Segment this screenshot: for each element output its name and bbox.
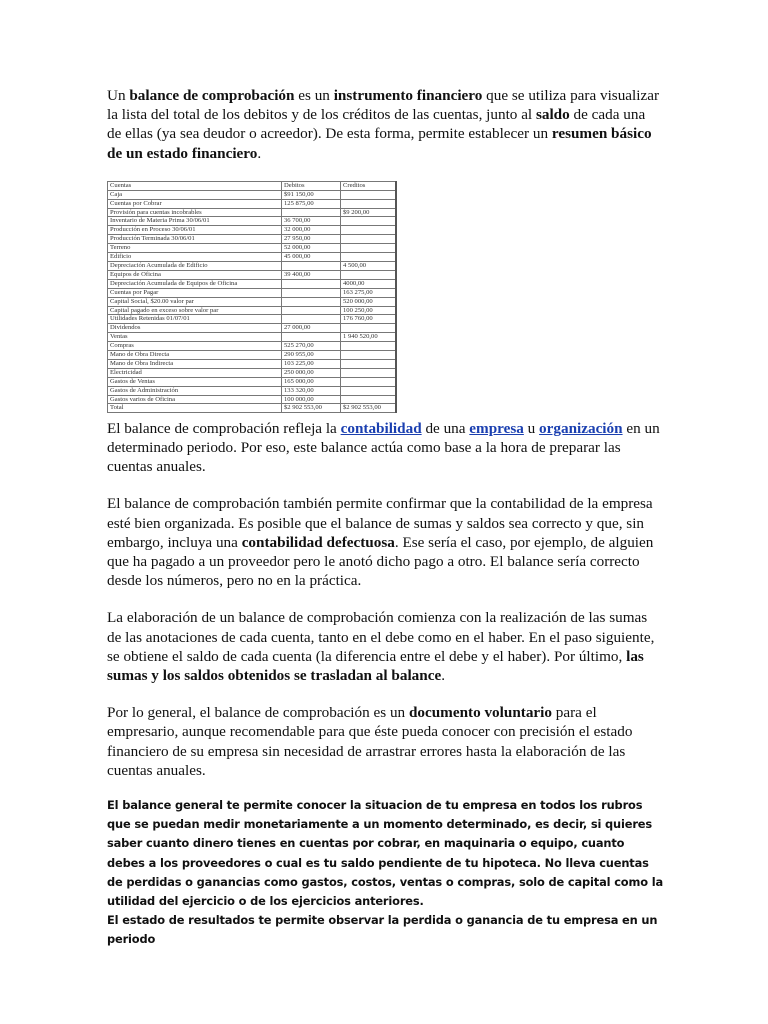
paragraph-text: .: [441, 667, 445, 685]
account-name-cell: Terreno: [108, 244, 282, 253]
intro-text: de cada una de ellas (ya sea deudor o acreedor). De esta forma, permite establecer un: [107, 106, 646, 143]
table-row: [108, 235, 397, 244]
account-name-cell: Caja: [108, 190, 282, 199]
account-name-cell: Producción Terminada 30/06/01: [108, 235, 282, 244]
paragraph-text: en un determinado periodo. Por eso, este balance actúa como base a la hora de preparar las cuentas anuales.: [107, 419, 660, 476]
account-name-cell: Provisión para cuentas incobrables: [108, 208, 282, 217]
paragraph-bold-term: contabilidad defectuosa: [241, 533, 395, 551]
credit-cell: [341, 190, 397, 199]
table-row: [108, 261, 397, 270]
account-name-cell: Compras: [108, 342, 282, 351]
table-row: [108, 359, 397, 368]
paragraph-text: . Ese sería el caso, por ejemplo, de alguien que ha pagado a un proveedor pero le anotó dicho pago a otro. El balance sería correcto desde los números, pero no en la práctica.: [107, 533, 654, 590]
credit-cell: [341, 395, 397, 404]
link-contabilidad[interactable]: contabilidad: [340, 419, 422, 437]
trial-balance-table-image: [107, 181, 397, 414]
table-row: [108, 386, 397, 395]
debit-cell: 133 320,00: [282, 386, 341, 395]
link-organizacion[interactable]: organización: [539, 419, 623, 437]
credit-cell: 4000,00: [341, 279, 397, 288]
table-header-cell: Debitos: [282, 181, 341, 190]
trial-balance-table: [107, 181, 397, 414]
account-name-cell: Gastos de Administración: [108, 386, 282, 395]
account-name-cell: Utilidades Retenidas 01/07/01: [108, 315, 282, 324]
credit-cell: [341, 359, 397, 368]
account-name-cell: Dividendos: [108, 324, 282, 333]
debit-cell: [282, 261, 341, 270]
intro-bold-term: saldo: [535, 106, 570, 124]
debit-cell: [282, 279, 341, 288]
link-empresa[interactable]: empresa: [469, 419, 524, 437]
debit-cell: [282, 288, 341, 297]
credit-cell: [341, 226, 397, 235]
debit-cell: 52 000,00: [282, 244, 341, 253]
table-row: [108, 226, 397, 235]
table-row: [108, 199, 397, 208]
intro-text: Un: [107, 87, 130, 104]
debit-cell: 125 875,00: [282, 199, 341, 208]
table-row: [108, 297, 397, 306]
debit-cell: 525 270,00: [282, 342, 341, 351]
credit-cell: [341, 244, 397, 253]
table-row: [108, 208, 397, 217]
paragraph-text: para el empresario, aunque recomendable para que éste pueda conocer con precisión el estado financiero de su empresa sin necesidad de arrastrar errores hasta la elaboración de las cuentas anuales.: [107, 704, 633, 779]
debit-cell: 32 000,00: [282, 226, 341, 235]
paragraph-elaboration: [107, 608, 663, 685]
estado-resultados-paragraph: El estado de resultados te permite observar la perdida o ganancia de tu empresa en un periodo: [107, 913, 658, 947]
table-row: [108, 288, 397, 297]
table-row: [108, 190, 397, 199]
credit-cell: 163 275,00: [341, 288, 397, 297]
account-name-cell: Depreciación Acumulada de Edificio: [108, 261, 282, 270]
debit-cell: [282, 333, 341, 342]
paragraph-text: Por lo general, el balance de comprobación es un: [107, 704, 409, 722]
table-row: [108, 351, 397, 360]
paragraph-voluntary: [107, 703, 663, 780]
account-name-cell: Cuentas por Pagar: [108, 288, 282, 297]
account-name-cell: Mano de Obra Directa: [108, 351, 282, 360]
intro-paragraph: [107, 86, 663, 163]
account-name-cell: Total: [108, 404, 282, 413]
credit-cell: 4 500,00: [341, 261, 397, 270]
paragraph-text: de una: [421, 419, 470, 437]
table-header-cell: Creditos: [341, 181, 397, 190]
account-name-cell: Capital Social, $20.00 valor par: [108, 297, 282, 306]
debit-cell: [282, 315, 341, 324]
debit-cell: [282, 306, 341, 315]
table-row: [108, 217, 397, 226]
account-name-cell: Edificio: [108, 253, 282, 262]
table-row: [108, 404, 397, 413]
account-name-cell: Electricidad: [108, 368, 282, 377]
intro-bold-term: instrumento financiero: [333, 87, 483, 104]
table-row: [108, 377, 397, 386]
paragraph-text: u: [523, 419, 540, 437]
debit-cell: $91 150,00: [282, 190, 341, 199]
debit-cell: 27 950,00: [282, 235, 341, 244]
debit-cell: 165 000,00: [282, 377, 341, 386]
credit-cell: [341, 324, 397, 333]
debit-cell: 103 225,00: [282, 359, 341, 368]
table-row: [108, 368, 397, 377]
credit-cell: [341, 253, 397, 262]
debit-cell: 100 000,00: [282, 395, 341, 404]
account-name-cell: Cuentas por Cobrar: [108, 199, 282, 208]
paragraph-text: El balance de comprobación también permite confirmar que la contabilidad de la empresa esté bien organizada. Es posible que el balance de sumas y saldos sea correcto y que, sin embargo, incluya una: [107, 495, 653, 551]
credit-cell: 176 760,00: [341, 315, 397, 324]
table-row: [108, 279, 397, 288]
debit-cell: 45 000,00: [282, 253, 341, 262]
table-row: [108, 333, 397, 342]
account-name-cell: Equipos de Oficina: [108, 270, 282, 279]
document-page: [107, 86, 663, 950]
paragraph-confirmation: [107, 494, 663, 590]
credit-cell: 100 250,00: [341, 306, 397, 315]
table-row: [108, 315, 397, 324]
credit-cell: [341, 342, 397, 351]
credit-cell: [341, 270, 397, 279]
account-name-cell: Capital pagado en exceso sobre valor par: [108, 306, 282, 315]
credit-cell: $9 200,00: [341, 208, 397, 217]
debit-cell: [282, 208, 341, 217]
debit-cell: [282, 297, 341, 306]
table-row: [108, 395, 397, 404]
table-row: [108, 306, 397, 315]
paragraph-text: La elaboración de un balance de comprobación comienza con la realización de las sumas de las anotaciones de cada cuenta, tanto en el debe como en el haber. En el paso siguiente, se obtiene el saldo de cada cuenta (la diferencia entre el debe y el haber). Por último,: [107, 609, 655, 665]
credit-cell: [341, 235, 397, 244]
account-name-cell: Gastos varios de Oficina: [108, 395, 282, 404]
table-row: [108, 253, 397, 262]
account-name-cell: Depreciación Acumulada de Equipos de Oficina: [108, 279, 282, 288]
account-name-cell: Inventario de Materia Prima 30/06/01: [108, 217, 282, 226]
table-header-row: [108, 181, 397, 190]
credit-cell: 1 940 520,00: [341, 333, 397, 342]
intro-bold-term: resumen básico de un estado financiero: [107, 125, 652, 162]
credit-cell: [341, 377, 397, 386]
credit-cell: 520 000,00: [341, 297, 397, 306]
paragraph-bold-term: las sumas y los saldos obtenidos se trasladan al balance: [107, 647, 644, 685]
table-row: [108, 324, 397, 333]
table-row: [108, 342, 397, 351]
account-name-cell: Ventas: [108, 333, 282, 342]
credit-cell: [341, 217, 397, 226]
credit-cell: [341, 368, 397, 377]
account-name-cell: Gastos de Ventas: [108, 377, 282, 386]
table-row: [108, 270, 397, 279]
account-name-cell: Mano de Obra Indirecta: [108, 359, 282, 368]
debit-cell: 36 700,00: [282, 217, 341, 226]
debit-cell: 290 955,00: [282, 351, 341, 360]
debit-cell: $2 902 553,00: [282, 404, 341, 413]
intro-text: es un: [294, 87, 334, 104]
credit-cell: [341, 199, 397, 208]
balance-general-paragraph: El balance general te permite conocer la situacion de tu empresa en todos los rubros que se puedan medir monetariamente a un momento determinado, es decir, si quieres saber cuanto dinero tienes en cuentas por cobrar, en maquinaria o equipo, cuanto debes a los proveedores o cual es tu saldo pendiente de tu hipoteca. No lleva cuentas de perdidas o ganancias como gastos, costos, ventas o compras, solo de capital como la utilidad del ejercicio o de los ejercicios anteriores.: [107, 798, 663, 909]
debit-cell: 250 000,00: [282, 368, 341, 377]
debit-cell: 27 000,00: [282, 324, 341, 333]
debit-cell: 39 400,00: [282, 270, 341, 279]
intro-text: .: [257, 144, 262, 162]
paragraph-bold-term: documento voluntario: [408, 704, 552, 722]
credit-cell: [341, 351, 397, 360]
intro-bold-term: balance de comprobación: [129, 87, 295, 104]
table-header-cell: Cuentas: [108, 181, 282, 190]
account-name-cell: Producción en Proceso 30/06/01: [108, 226, 282, 235]
paragraph-text: El balance de comprobación refleja la: [107, 419, 341, 437]
credit-cell: [341, 386, 397, 395]
intro-text: que se utiliza para visualizar la lista del total de los debitos y de los créditos de las cuentas, junto al: [107, 87, 660, 124]
table-row: [108, 244, 397, 253]
credit-cell: $2 902 553,00: [341, 404, 397, 413]
